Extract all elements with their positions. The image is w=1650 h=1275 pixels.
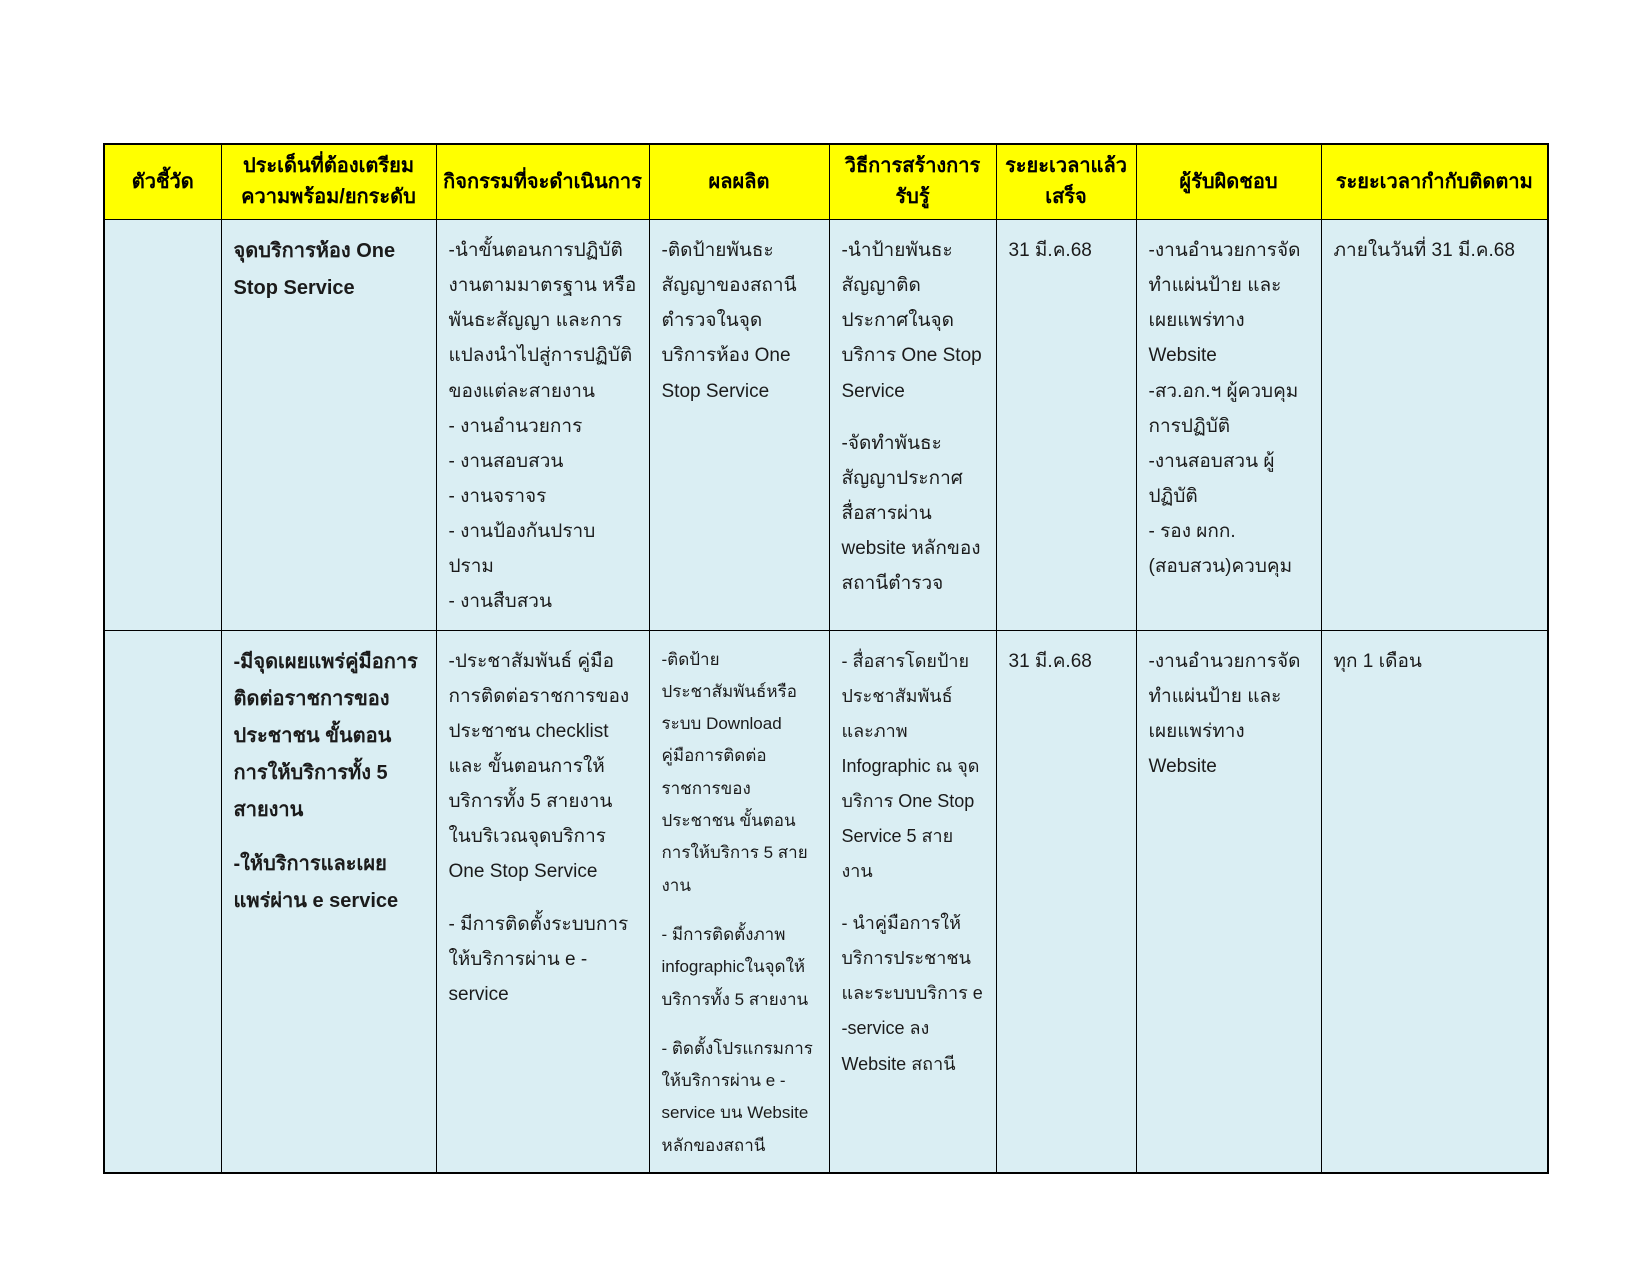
col-header-awareness: วิธีการสร้างการรับรู้ <box>829 144 996 220</box>
cell-paragraph: ทุก 1 เดือน <box>1333 650 1422 672</box>
cell-responsible <box>1136 220 1321 631</box>
col-header-due-date: ระยะเวลาแล้วเสร็จ <box>996 144 1136 220</box>
cell-paragraph: 31 มี.ค.68 <box>1008 650 1092 672</box>
cell-paragraph: - นำคู่มือการให้บริการประชาชนและระบบบริการ e -service ลง Website สถานี <box>841 913 983 1074</box>
table-row <box>104 630 1548 1173</box>
col-header-topic: ประเด็นที่ต้องเตรียมความพร้อม/ยกระดับ <box>221 144 436 220</box>
col-header-indicator: ตัวชี้วัด <box>104 144 221 220</box>
cell-paragraph: -นำป้ายพันธะสัญญาติดประกาศในจุดบริการ One Stop Service <box>841 240 982 402</box>
cell-monitoring <box>1321 220 1548 631</box>
cell-output <box>649 220 829 631</box>
cell-paragraph: -จัดทำพันธะสัญญาประกาศสื่อสารผ่าน website หลักของสถานีตำรวจ <box>841 432 981 595</box>
cell-paragraph: - รอง ผกก.(สอบสวน)ควบคุม <box>1148 521 1293 578</box>
cell-paragraph: - งานจราจร <box>448 485 547 507</box>
cell-paragraph: ภายในวันที่ 31 มี.ค.68 <box>1333 240 1515 261</box>
cell-paragraph: - ติดตั้งโปรแกรมการให้บริการผ่าน e - service บน Website หลักของสถานี <box>661 1038 813 1155</box>
cell-paragraph: - งานอำนวยการ <box>448 415 583 437</box>
cell-responsible <box>1136 630 1321 1173</box>
col-header-monitoring: ระยะเวลากำกับติดตาม <box>1321 144 1548 220</box>
cell-due-date <box>996 630 1136 1173</box>
cell-paragraph: -ประชาสัมพันธ์ คู่มือการติดต่อราชการของประชาชน checklist และ ขั้นตอนการให้บริการทั้ง 5 สายงาน ในบริเวณจุดบริการ One Stop Service <box>448 650 630 883</box>
cell-topic <box>221 630 436 1173</box>
cell-paragraph: -งานอำนวยการจัดทำแผ่นป้าย และเผยแพร่ทาง Website <box>1148 240 1301 367</box>
col-header-output: ผลผลิต <box>649 144 829 220</box>
cell-indicator <box>104 220 221 631</box>
cell-paragraph: -งานอำนวยการจัดทำแผ่นป้าย และเผยแพร่ทาง Website <box>1148 650 1301 777</box>
cell-activity <box>436 630 649 1173</box>
cell-monitoring <box>1321 630 1548 1173</box>
cell-paragraph: - มีการติดตั้งระบบการให้บริการผ่าน e -service <box>448 913 629 1005</box>
cell-paragraph: -มีจุดเผยแพร่คู่มือการติดต่อราชการของประชาชน ขั้นตอน การให้บริการทั้ง 5 สายงาน <box>233 650 418 821</box>
cell-paragraph: -ติดป้ายพันธะสัญญาของสถานีตำรวจในจุดบริการห้อง One Stop Service <box>661 240 797 402</box>
cell-paragraph: จุดบริการห้อง One Stop Service <box>233 240 396 299</box>
cell-awareness <box>829 630 996 1173</box>
col-header-activity: กิจกรรมที่จะดำเนินการ <box>436 144 649 220</box>
cell-paragraph: - สื่อสารโดยป้ายประชาสัมพันธ์ และภาพ Infographic ณ จุดบริการ One Stop Service 5 สายงาน <box>841 650 980 882</box>
cell-paragraph: -นำขั้นตอนการปฏิบัติงานตามมาตรฐาน หรือพันธะสัญญา และการแปลงนำไปสู่การปฏิบัติของแต่ละสายงาน <box>448 240 637 402</box>
cell-paragraph: - งานสืบสวน <box>448 591 552 613</box>
cell-activity <box>436 220 649 631</box>
cell-indicator <box>104 630 221 1173</box>
cell-paragraph: 31 มี.ค.68 <box>1008 240 1092 261</box>
cell-topic <box>221 220 436 631</box>
cell-paragraph: -ให้บริการและเผยแพร่ผ่าน e service <box>233 852 399 912</box>
cell-paragraph: - งานสอบสวน <box>448 450 564 472</box>
cell-paragraph: -งานสอบสวน ผู้ปฏิบัติ <box>1148 450 1275 507</box>
cell-paragraph: - งานป้องกันปราบปราม <box>448 521 596 578</box>
cell-paragraph: -ติดป้ายประชาสัมพันธ์หรือระบบ Download คู่มือการติดต่อราชการของประชาชน ขั้นตอนการให้บริการ 5 สายงาน <box>661 649 808 895</box>
col-header-responsible: ผู้รับผิดชอบ <box>1136 144 1321 220</box>
cell-paragraph: -สว.อก.ฯ ผู้ควบคุมการปฏิบัติ <box>1148 380 1299 437</box>
table-row <box>104 220 1548 631</box>
table-header-row <box>104 144 1548 220</box>
cell-paragraph: - มีการติดตั้งภาพ infographicในจุดให้บริการทั้ง 5 สายงาน <box>661 924 809 1009</box>
cell-due-date <box>996 220 1136 631</box>
cell-awareness <box>829 220 996 631</box>
cell-output <box>649 630 829 1173</box>
plan-table <box>103 143 1549 1174</box>
